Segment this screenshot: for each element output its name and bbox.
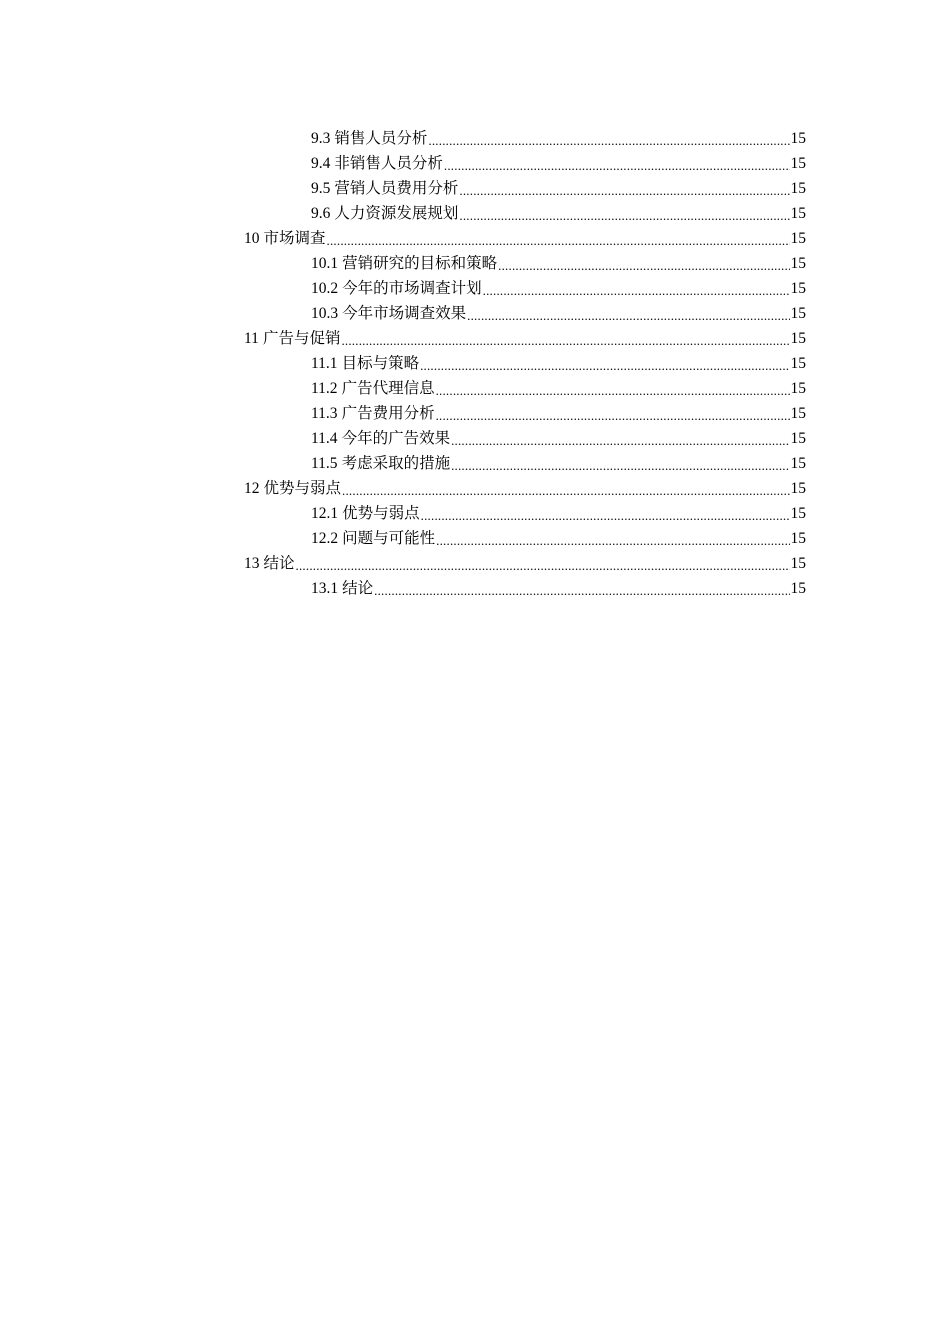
toc-entry-number: 10.1 bbox=[311, 255, 339, 272]
toc-entry-title: 优势与弱点 bbox=[263, 480, 342, 497]
toc-entry-page: 15 bbox=[790, 155, 806, 172]
toc-entry[interactable] bbox=[244, 176, 806, 201]
toc-entry-number: 10.2 bbox=[311, 280, 339, 297]
toc-entry[interactable] bbox=[244, 501, 806, 526]
toc-entry[interactable] bbox=[244, 151, 806, 176]
toc-leader-dots bbox=[342, 476, 789, 501]
toc-entry-number: 10.3 bbox=[311, 305, 339, 322]
toc-entry-page: 15 bbox=[790, 330, 806, 347]
toc-entry-number: 11.5 bbox=[311, 455, 338, 472]
toc-entry-page: 15 bbox=[790, 430, 806, 447]
toc-entry-number: 11.2 bbox=[311, 380, 338, 397]
toc-leader-dots bbox=[421, 501, 790, 526]
toc-leader-dots bbox=[459, 201, 789, 226]
toc-leader-dots bbox=[341, 326, 789, 351]
toc-entry-number: 13 bbox=[244, 555, 260, 572]
toc-entry[interactable] bbox=[244, 351, 806, 376]
toc-entry-number: 9.5 bbox=[311, 180, 331, 197]
toc-entry-number: 12 bbox=[244, 480, 260, 497]
toc-entry-title: 今年的广告效果 bbox=[341, 430, 451, 447]
toc-entry[interactable] bbox=[244, 576, 806, 601]
toc-entry-page: 15 bbox=[790, 455, 806, 472]
toc-entry-page: 15 bbox=[790, 580, 806, 597]
toc-leader-dots bbox=[327, 226, 790, 251]
toc-entry-number: 13.1 bbox=[311, 580, 339, 597]
toc-entry-title: 今年市场调查效果 bbox=[342, 305, 467, 322]
toc-entry-number: 12.1 bbox=[311, 505, 339, 522]
toc-leader-dots bbox=[444, 151, 790, 176]
toc-entry-title: 目标与策略 bbox=[341, 355, 420, 372]
toc-entry-page: 15 bbox=[790, 405, 806, 422]
toc-entry-page: 15 bbox=[790, 305, 806, 322]
toc-entry-number: 11.4 bbox=[311, 430, 338, 447]
toc-entry-number: 11.3 bbox=[311, 405, 338, 422]
toc-leader-dots bbox=[451, 451, 789, 476]
toc-entry-page: 15 bbox=[790, 230, 806, 247]
toc-entry[interactable] bbox=[244, 201, 806, 226]
toc-leader-dots bbox=[459, 176, 789, 201]
toc-entry-page: 15 bbox=[790, 505, 806, 522]
toc-entry-title: 销售人员分析 bbox=[334, 130, 428, 147]
toc-entry-title: 今年的市场调查计划 bbox=[342, 280, 482, 297]
toc-leader-dots bbox=[498, 251, 789, 276]
toc-entry[interactable] bbox=[244, 276, 806, 301]
toc-entry-page: 15 bbox=[790, 355, 806, 372]
toc-entry-title: 问题与可能性 bbox=[342, 530, 436, 547]
toc-entry-title: 营销人员费用分析 bbox=[334, 180, 459, 197]
toc-entry-page: 15 bbox=[790, 530, 806, 547]
toc-entry[interactable] bbox=[244, 226, 806, 251]
toc-entry-title: 考虑采取的措施 bbox=[341, 455, 451, 472]
toc-entry-title: 营销研究的目标和策略 bbox=[342, 255, 498, 272]
toc-entry[interactable] bbox=[244, 401, 806, 426]
toc-entry-page: 15 bbox=[790, 130, 806, 147]
toc-entry-title: 人力资源发展规划 bbox=[334, 205, 459, 222]
toc-entry-title: 市场调查 bbox=[263, 230, 326, 247]
toc-entry[interactable] bbox=[244, 126, 806, 151]
toc-leader-dots bbox=[296, 551, 790, 576]
toc-leader-dots bbox=[451, 426, 789, 451]
toc-entry-title: 结论 bbox=[263, 555, 295, 572]
toc-entry-title: 优势与弱点 bbox=[342, 505, 420, 522]
toc-entry-number: 11.1 bbox=[311, 355, 338, 372]
toc-leader-dots bbox=[374, 576, 789, 601]
toc-entry[interactable] bbox=[244, 426, 806, 451]
toc-entry-page: 15 bbox=[790, 180, 806, 197]
toc-entry[interactable] bbox=[244, 526, 806, 551]
toc-entry-title: 结论 bbox=[342, 580, 374, 597]
toc-entry-page: 15 bbox=[790, 380, 806, 397]
toc-entry[interactable] bbox=[244, 551, 806, 576]
toc-entry[interactable] bbox=[244, 476, 806, 501]
toc-entry-page: 15 bbox=[790, 480, 806, 497]
toc-entry-title: 广告费用分析 bbox=[341, 405, 435, 422]
toc-entry-number: 12.2 bbox=[311, 530, 339, 547]
toc-leader-dots bbox=[467, 301, 789, 326]
toc-entry-title: 广告代理信息 bbox=[341, 380, 435, 397]
toc-entry-page: 15 bbox=[790, 555, 806, 572]
toc-leader-dots bbox=[436, 401, 790, 426]
toc-leader-dots bbox=[436, 526, 789, 551]
toc-entry[interactable] bbox=[244, 376, 806, 401]
toc-leader-dots bbox=[436, 376, 790, 401]
toc-entry-number: 10 bbox=[244, 230, 260, 247]
toc-leader-dots bbox=[428, 126, 789, 151]
toc-entry[interactable] bbox=[244, 326, 806, 351]
toc-entry-page: 15 bbox=[790, 255, 806, 272]
toc-leader-dots bbox=[420, 351, 789, 376]
toc-leader-dots bbox=[483, 276, 790, 301]
toc-entry-number: 11 bbox=[244, 330, 259, 347]
toc-entry[interactable] bbox=[244, 301, 806, 326]
toc-entry-number: 9.3 bbox=[311, 130, 331, 147]
toc-entry-title: 非销售人员分析 bbox=[334, 155, 443, 172]
toc-entry[interactable] bbox=[244, 251, 806, 276]
toc-entry-title: 广告与促销 bbox=[262, 330, 341, 347]
toc-entry-number: 9.4 bbox=[311, 155, 331, 172]
toc-entry-page: 15 bbox=[790, 280, 806, 297]
toc-entry[interactable] bbox=[244, 451, 806, 476]
toc-entry-number: 9.6 bbox=[311, 205, 331, 222]
table-of-contents bbox=[244, 126, 806, 601]
toc-entry-page: 15 bbox=[790, 205, 806, 222]
